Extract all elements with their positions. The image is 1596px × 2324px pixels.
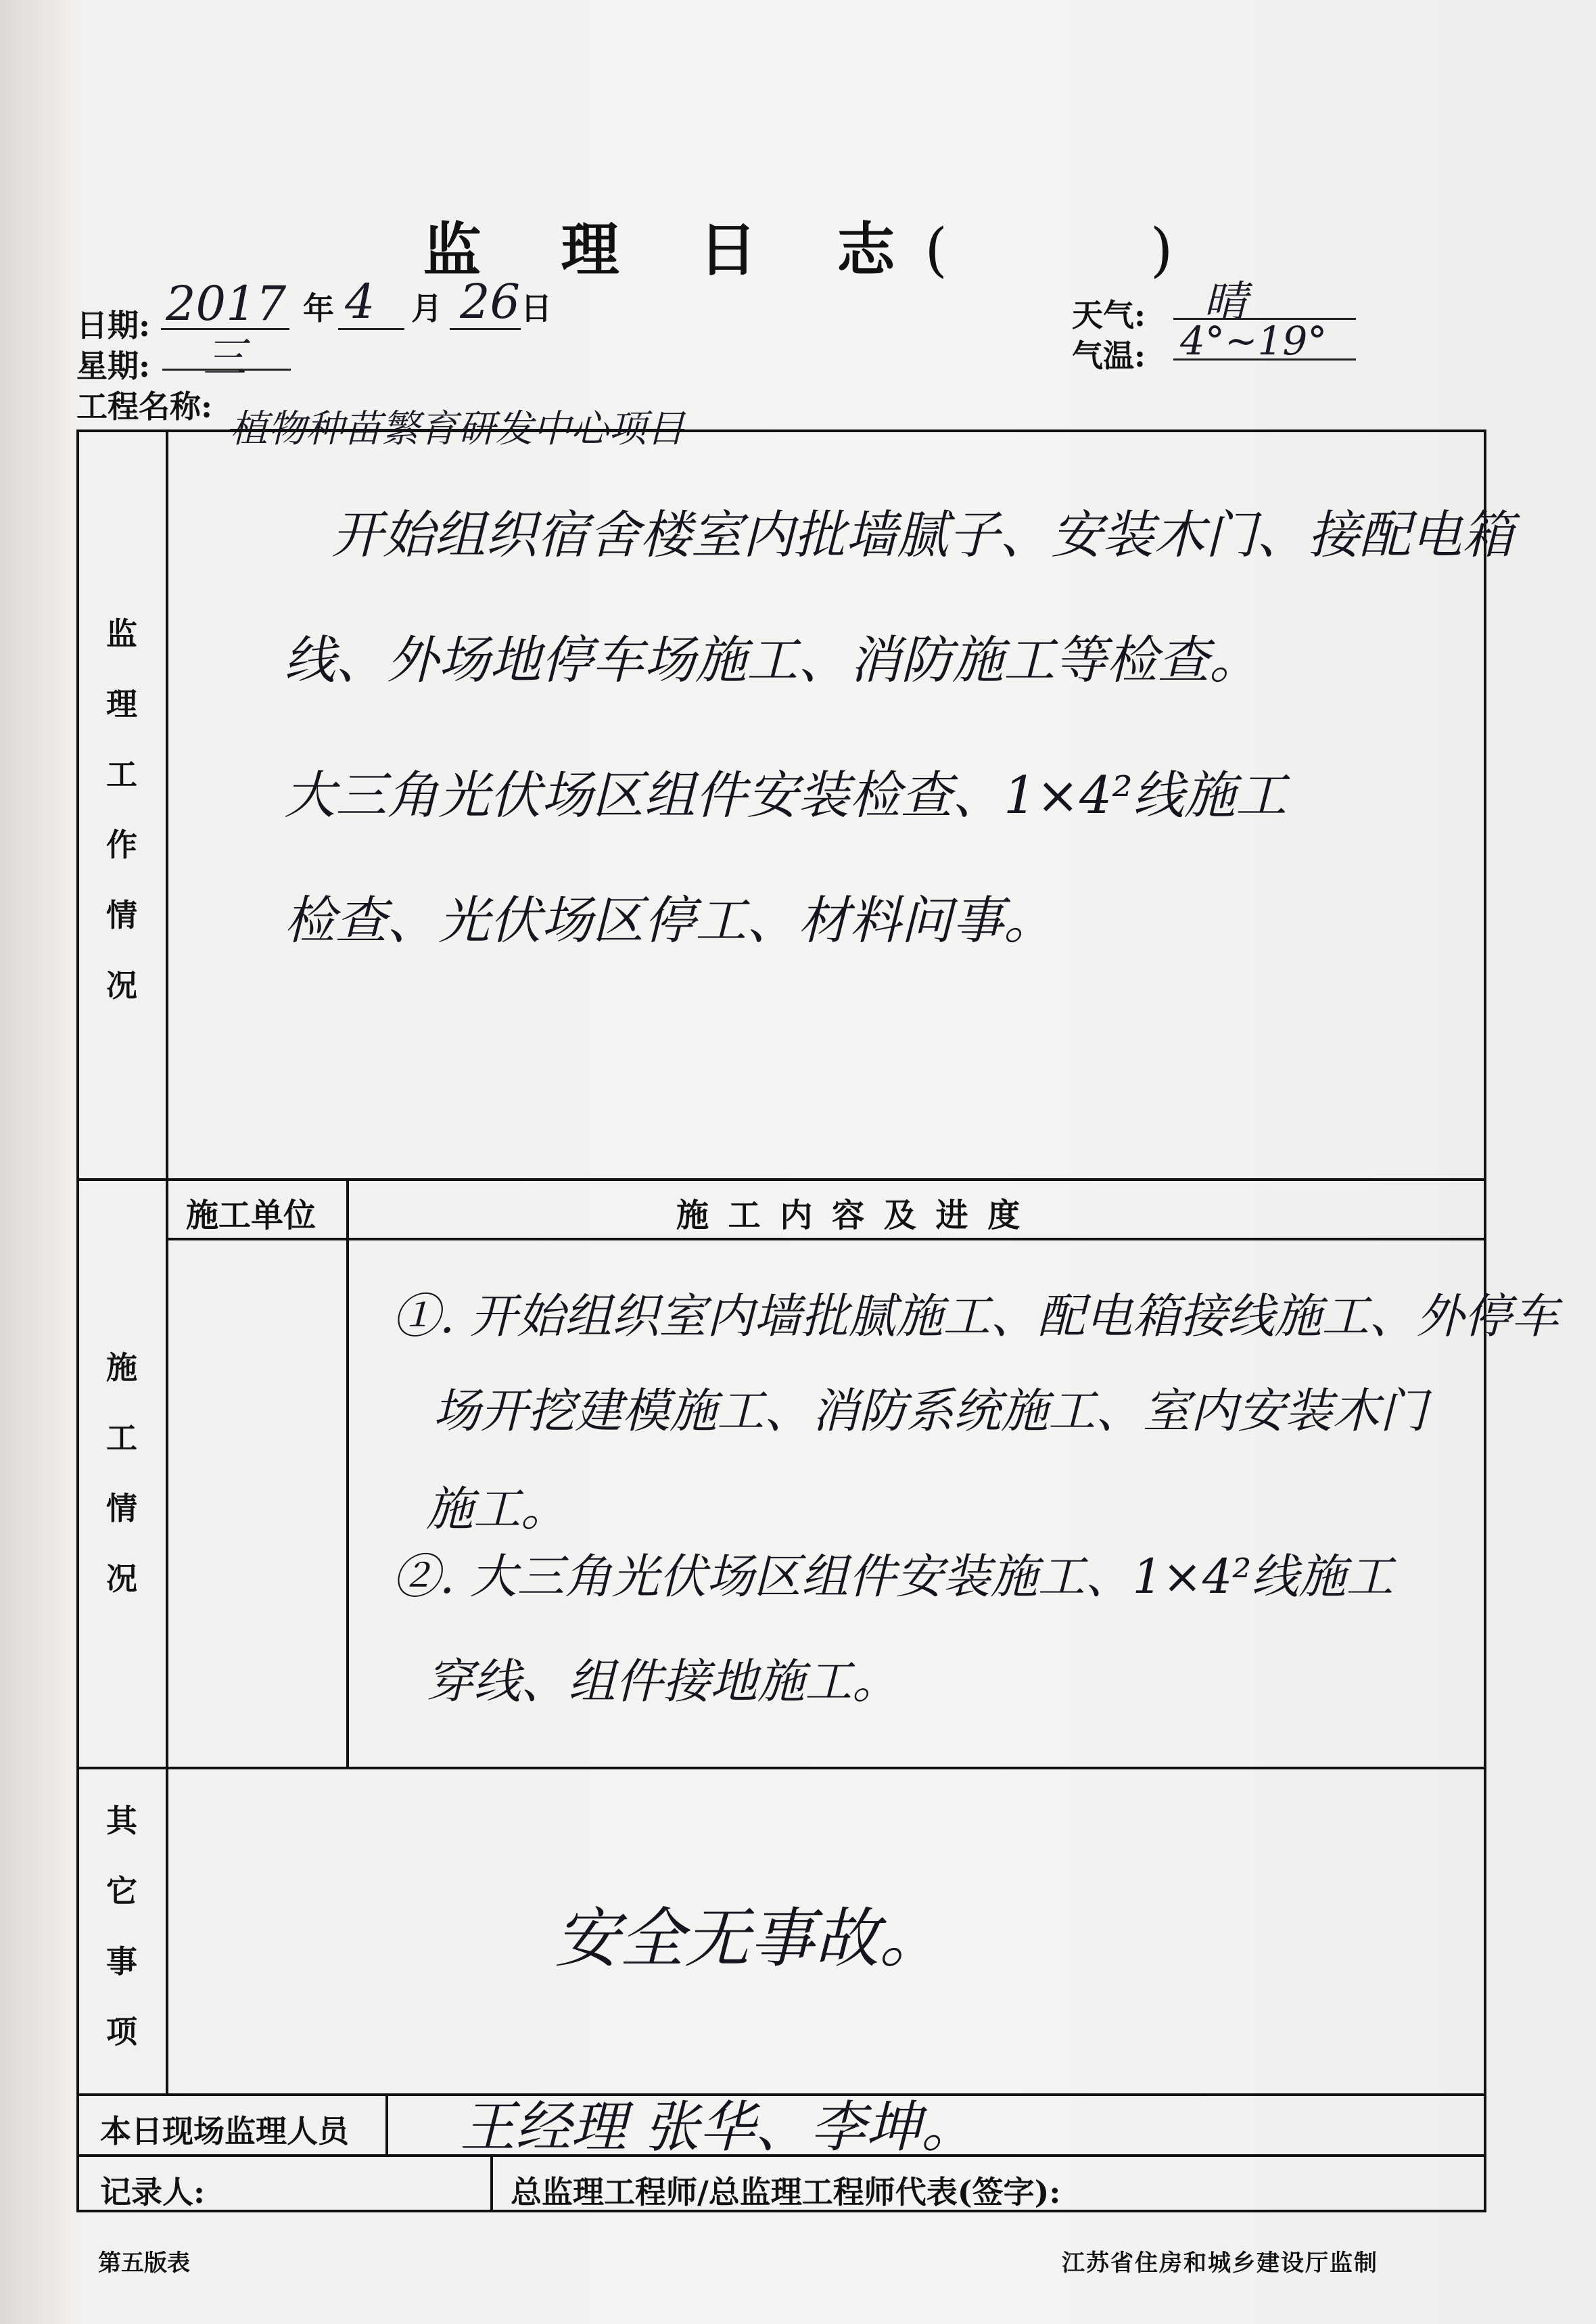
weekday-underline	[162, 369, 291, 371]
title-paren-open: (	[924, 216, 947, 284]
recorder-label: 记录人:	[100, 2174, 205, 2210]
weekday-value: 三	[203, 333, 246, 384]
year-suffix: 年	[303, 290, 334, 327]
label-char: 监	[106, 615, 137, 652]
staff-names: 王经理 张华、李坤。	[460, 2095, 977, 2160]
content-header: 施 工 内 容 及 进 度	[676, 1196, 1025, 1234]
label-char: 理	[106, 686, 137, 722]
construction-line-3: 施工。	[426, 1481, 568, 1537]
date-month: 4	[345, 274, 375, 329]
date-year: 2017	[166, 276, 287, 331]
date-day: 26	[460, 274, 521, 329]
label-char: 作	[106, 827, 137, 863]
footer-left: 第五版表	[98, 2250, 190, 2277]
staff-label-divider	[385, 2093, 388, 2154]
construction-line-1: ①. 开始组织室内墙批腻施工、配电箱接线施工、外停车	[392, 1288, 1559, 1344]
page-title	[0, 203, 1596, 287]
label-char: 情	[106, 1490, 137, 1527]
divider-work-construction	[76, 1178, 1486, 1181]
label-char: 工	[106, 1420, 137, 1456]
supervision-line-2: 线、外场地停车场施工、消防施工等检查。	[284, 630, 1261, 690]
other-text: 安全无事故。	[555, 1901, 944, 1976]
label-column-divider	[166, 429, 168, 2093]
title-paren-close: )	[1150, 216, 1173, 284]
construction-line-5: 穿线、组件接地施工。	[426, 1654, 899, 1709]
other-label	[98, 1786, 145, 2067]
day-suffix: 日	[521, 290, 552, 327]
label-char: 况	[106, 1560, 137, 1597]
label-char: 事	[106, 1943, 137, 1980]
weather-label: 天气:	[1072, 297, 1146, 333]
label-char: 项	[106, 2014, 137, 2050]
label-char: 工	[106, 756, 137, 793]
staff-label: 本日现场监理人员	[100, 2113, 349, 2149]
project-label: 工程名称:	[76, 388, 212, 425]
label-char: 它	[106, 1873, 137, 1909]
date-label: 日期:	[76, 307, 150, 344]
label-char: 况	[106, 967, 137, 1004]
recorder-divider	[490, 2154, 493, 2212]
label-char: 施	[106, 1349, 137, 1386]
construction-line-4: ②. 大三角光伏场区组件安装施工、1×4²线施工	[392, 1549, 1394, 1604]
temperature-underline	[1173, 358, 1356, 361]
supervision-line-3: 大三角光伏场区组件安装检查、1×4²线施工	[284, 765, 1287, 825]
title-text: 监 理 日 志	[423, 216, 925, 284]
month-suffix: 月	[411, 290, 442, 327]
temperature-label: 气温:	[1072, 338, 1146, 374]
weather-value: 晴	[1204, 277, 1247, 327]
month-underline	[338, 328, 404, 330]
unit-header: 施工单位	[186, 1196, 316, 1234]
weekday-label: 星期:	[76, 348, 150, 384]
divider-construction-header	[166, 1238, 1486, 1240]
day-underline	[450, 328, 521, 330]
supervision-work-label	[98, 599, 145, 1021]
footer-right: 江苏省住房和城乡建设厅监制	[1062, 2250, 1378, 2277]
temperature-value: 4°~19°	[1180, 318, 1328, 364]
supervision-line-4: 检查、光伏场区停工、材料问事。	[284, 890, 1055, 950]
label-char: 情	[106, 897, 137, 933]
label-char: 其	[106, 1803, 137, 1839]
construction-label	[98, 1332, 145, 1614]
construction-line-2: 场开挖建模施工、消防系统施工、室内安装木门	[433, 1383, 1427, 1439]
supervision-line-1: 开始组织宿舍楼室内批墙腻子、安装木门、接配电箱	[331, 505, 1513, 565]
chief-engineer-label: 总监理工程师/总监理工程师代表(签字):	[511, 2174, 1061, 2210]
unit-column-divider	[346, 1178, 349, 1767]
divider-construction-other	[76, 1767, 1486, 1769]
project-name: 植物种苗繁育研发中心项目	[230, 407, 684, 451]
